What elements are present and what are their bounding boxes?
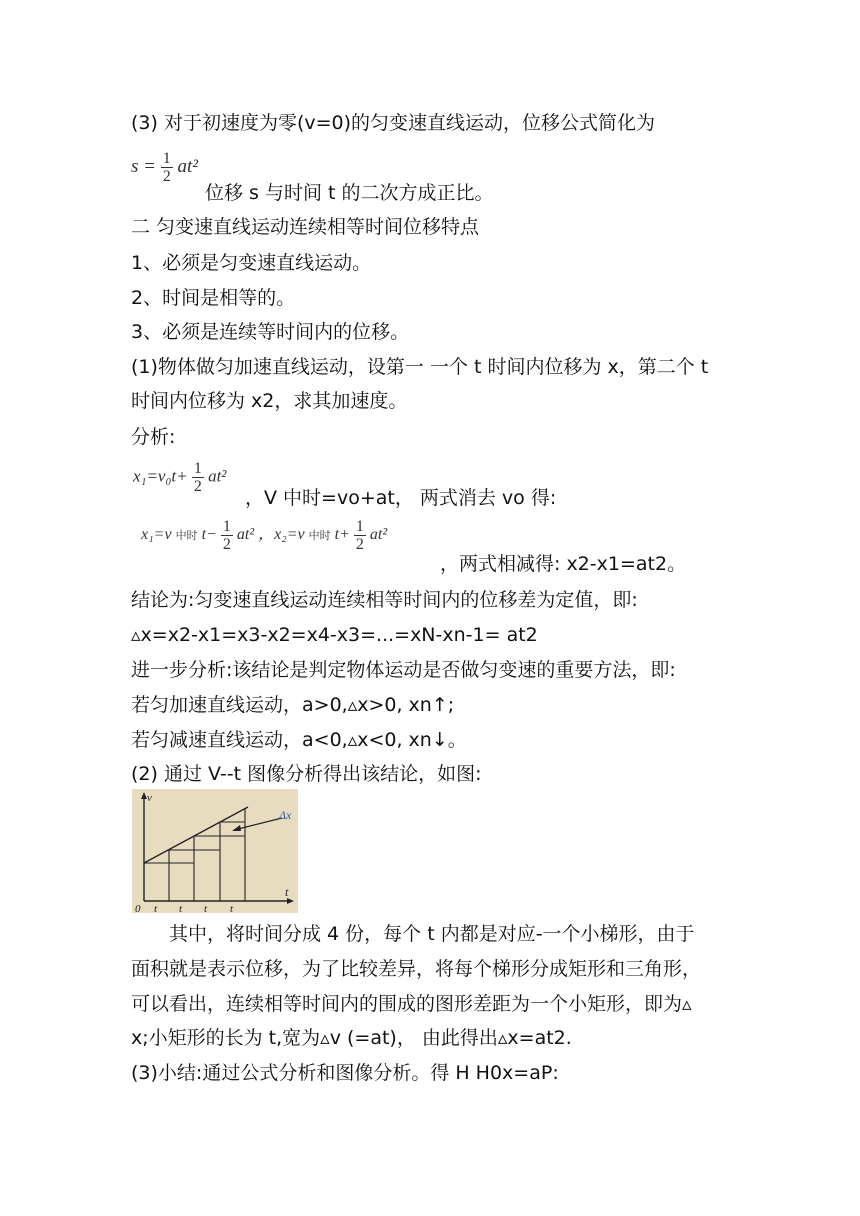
text-line-analysis: 分析:	[131, 426, 176, 448]
formula-at2: at²	[236, 526, 255, 544]
fraction-half	[221, 518, 233, 553]
text-line-vt-graph: (2) 通过 V--t 图像分析得出该结论，如图:	[131, 763, 482, 785]
formula-x1-x2-vmid	[141, 518, 387, 553]
text-line-accel: 若匀加速直线运动，a>0,▵x>0, xn↑;	[131, 694, 455, 716]
text-line-explain-1: 其中，将时间分成 4 份，每个 t 内都是对应-一个小梯形，由于	[169, 923, 695, 945]
text-line-summary: (3)小结:通过公式分析和图像分析。得 H H0x=aP:	[131, 1062, 559, 1084]
frac-den: 2	[162, 168, 171, 185]
vt-graph-svg	[132, 789, 298, 913]
text-line-conclusion: 结论为:匀变速直线运动连续相等时间内的位移差为定值，即:	[131, 589, 638, 611]
text-line-subtract: ，两式相减得: x2-x1=at2。	[440, 553, 687, 575]
formula-x1-v0	[133, 460, 226, 495]
text-line-further: 进一步分析:该结论是判定物体运动是否做匀变速的重要方法，即:	[131, 659, 676, 681]
vt-graph-figure	[132, 789, 298, 913]
text-line-problem: (1)物体做匀加速直线运动，设第一 一个 t 时间内位移为 x，第二个 t	[131, 356, 709, 378]
tick-label-4: t	[230, 903, 234, 913]
frac-num: 1	[193, 460, 202, 477]
frac-den: 2	[193, 478, 202, 495]
delta-x-label: Δx	[279, 808, 292, 822]
frac-num: 1	[162, 150, 171, 167]
formula-at2: at²	[369, 526, 388, 544]
fraction-half	[354, 518, 366, 553]
formula-t-minus: t−	[201, 526, 217, 544]
text-line-formula-intro: (3) 对于初速度为零(v=0)的匀变速直线运动，位移公式简化为	[131, 112, 656, 134]
v-axis-label: v	[147, 792, 152, 804]
text-line-cond-3: 3、必须是连续等时间内的位移。	[131, 321, 410, 343]
frac-num: 1	[355, 518, 364, 535]
text-line-delta-x: ▵x=x2-x1=x3-x2=x4-x3=...=xN-xn-1= at2	[131, 624, 538, 646]
tick-label-1: t	[154, 903, 158, 913]
section-heading: 二 匀变速直线运动连续相等时间位移特点	[131, 216, 480, 238]
text-line-explain-2: 面积就是表示位移，为了比较差异，将每个梯形分成矩形和三角形，	[131, 958, 702, 980]
formula-displacement-zero-v0	[131, 150, 198, 185]
text-line-cond-1: 1、必须是匀变速直线运动。	[131, 252, 372, 274]
text-line-explain-4: x;小矩形的长为 t,宽为▵v (=at)， 由此得出▵x=at2.	[131, 1027, 572, 1049]
subscript-mid: 中时	[308, 530, 331, 543]
formula-s-lhs: s =	[131, 155, 156, 177]
graph-background	[132, 789, 298, 913]
frac-den: 2	[355, 536, 364, 553]
formula-at2: at²	[177, 155, 198, 177]
frac-den: 2	[222, 536, 231, 553]
tick-label-3: t	[204, 903, 208, 913]
subscript-mid: 中时	[175, 530, 198, 543]
text-line-quadratic: 位移 s 与时间 t 的二次方成正比。	[205, 182, 494, 204]
t-axis-label: t	[285, 885, 289, 899]
formula-at2: at²	[208, 466, 227, 486]
origin-label: 0	[135, 903, 141, 913]
text-line-cond-2: 2、时间是相等的。	[131, 287, 296, 309]
formula-x2-pre: ，x₂=v	[258, 526, 305, 544]
formula-t-plus: t+	[334, 526, 350, 544]
formula-x1-lhs: x₁=v₀t+	[133, 466, 188, 486]
frac-num: 1	[222, 518, 231, 535]
fraction-half	[192, 460, 204, 495]
text-line-vmid: ，V 中时=vo+at， 两式消去 vo 得:	[245, 487, 557, 509]
text-line-decel: 若匀减速直线运动，a<0,▵x<0, xn↓。	[131, 729, 467, 751]
tick-label-2: t	[179, 903, 183, 913]
fraction-half	[161, 150, 173, 185]
formula-x1-pre: x₁=v	[141, 526, 172, 544]
text-line-explain-3: 可以看出，连续相等时间内的围成的图形差距为一个小矩形，即为▵	[131, 993, 692, 1015]
text-line-problem-cont: 时间内位移为 x2，求其加速度。	[131, 390, 408, 412]
